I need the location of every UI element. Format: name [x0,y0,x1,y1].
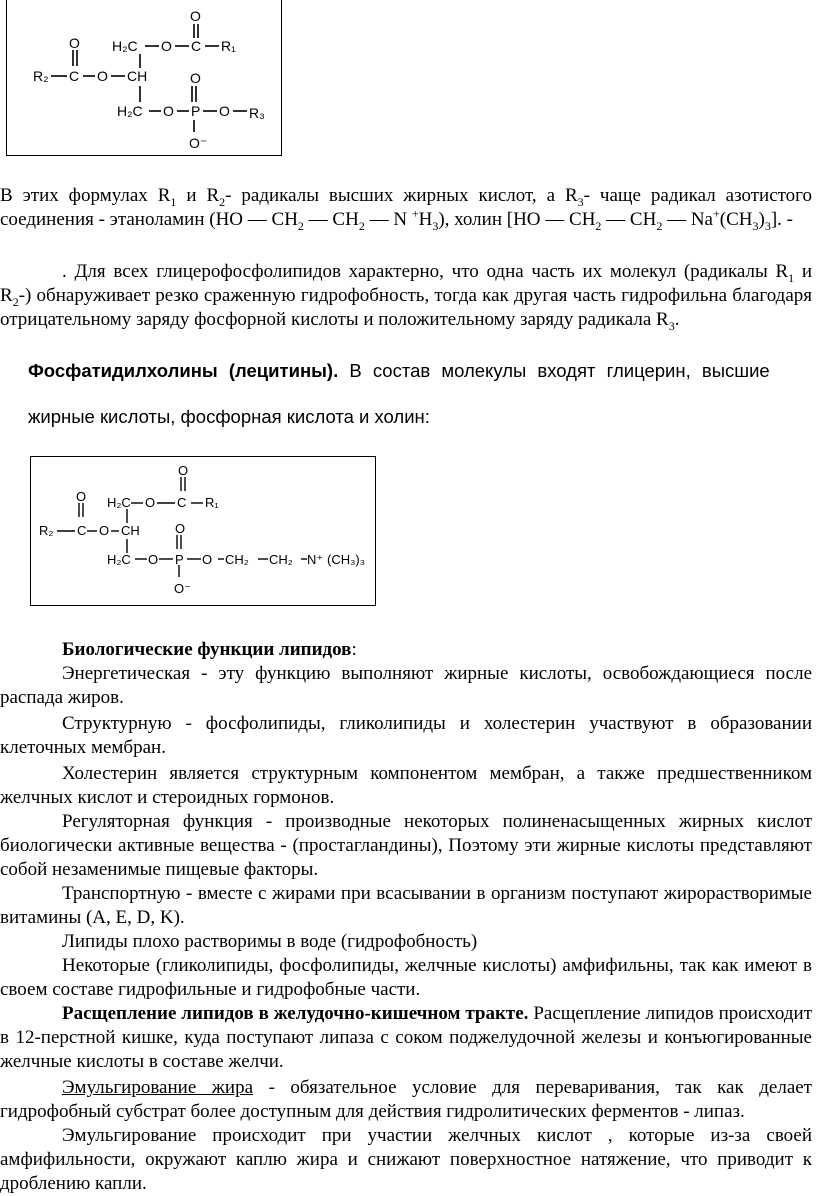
function-amphiphilic: Некоторые (гликолипиды, фосфолипиды, желчные кислоты) амфифильны, так как имеют в своем составе гидрофильные и гидрофобные части. [0,955,812,1000]
p2-sub2: 2 [12,294,19,309]
lecithin-heading: Фосфатидилхолины (лецитины). [28,360,339,381]
p1-text-c: - радикалы высших жирных кислот, а R [225,185,578,206]
f2-o-minus: O⁻ [174,581,191,596]
f1-r3: R₃ [249,105,265,121]
p1-text-g: H [418,209,433,230]
functions-heading-line [62,638,812,662]
f1-o-ester1: O [161,38,172,54]
p1-sub6: 3 [432,218,439,233]
p1-text-d: - чаще радикал азотистого соединения - этаноламин (HO — CH [0,185,812,230]
f2-h2c-bottom: H₂C [107,552,131,567]
function-energy: Энергетическая - эту функцию выполняют жирные кислоты, освобождающиеся после распада жиров. [0,663,812,708]
functions-heading: Биологические функции липидов [62,639,352,660]
f2-ch3: (CH₃)₃ [327,552,366,567]
p2-text-a: . Для всех глицерофосфолипидов характерно, что одна часть их молекул (радикалы R [62,261,789,282]
f1-o-top: O [190,8,201,24]
function-structural: Структурную - фосфолипиды, гликолипиды и холестерин участвуют в образовании клеточных мембран. [0,713,812,758]
formula-box-1 [6,0,282,156]
p1-text-l: ) [758,209,765,230]
p2-sub3: 3 [668,318,675,333]
p1-text-m: ]. - [770,209,793,230]
function-cholesterol: Холестерин является структурным компонентом мембран, а также предшественником желчных кислот и стероидных гормонов. [0,763,812,808]
p2-text-c: -) обнаруживает резко сраженную гидрофобность, тогда как другая часть гидрофильна благодаря отрицательному заряду фосфорной кислоты и положительному заряду радикала R [0,285,812,330]
digestion-paragraph [0,1002,812,1074]
lecithin-line2 [28,406,812,428]
functions-colon: : [351,639,357,660]
f2-o-left: O [76,489,87,504]
emulsification-text: - обязательное условие для переваривания, так как делает гидрофобный субстрат более доступным для действия гидролитических ферментов - липаз. [0,1077,812,1122]
p1-text-i: — CH [601,209,657,230]
f1-ch: CH [127,68,148,84]
p1-text-k: (CH [719,209,753,230]
f2-h2c-top: H₂C [107,495,131,510]
f1-o-mid: O [97,68,108,84]
p1-sup1: + [411,206,419,221]
f2-o-top: O [178,463,189,478]
digestion-text: Расщепление липидов происходит в 12-перстной кишке, куда поступают липаза с соком поджелудочной железы и конъюгированные желчные кислоты в составе желчи. [0,1003,813,1072]
f2-ch2a: CH₂ [225,552,249,567]
f1-o-bottom: O [163,103,174,119]
f1-o-left: O [69,35,80,51]
p1-sup2: + [712,206,720,221]
f2-ch2b: CH₂ [269,552,293,567]
p1-sub3: 3 [577,194,584,209]
f2-c-ester2: C [77,523,87,538]
f2-o-p-top: O [175,521,186,536]
f2-r2: R₂ [39,523,54,538]
p1-text-h: ), холин [HO — CH [438,209,596,230]
p1-text-b: и R [176,185,220,206]
p1-text-f: — N [364,209,412,230]
p1-text-j: — Na [662,209,713,230]
emulsification-paragraph [0,1076,812,1124]
f2-ch: CH [121,523,140,538]
f2-n-plus: N⁺ [307,552,324,567]
f1-r1: R₁ [221,38,236,54]
glycerophospholipid-structure-diagram [7,0,281,154]
p2-sub1: 1 [788,270,795,285]
p2-text-b: и R [0,261,812,306]
lecithin-text2: жирные кислоты, фосфорная кислота и холин: [28,406,430,427]
f1-o-minus: O⁻ [189,135,208,151]
f2-r1: R₁ [205,495,219,510]
emulsification-term: Эмульгирование жира [62,1077,254,1098]
p1-sub10: 3 [764,218,771,233]
p1-text-a: В этих формулах R [0,185,171,206]
p1-sub4: 2 [297,218,304,233]
p1-sub2: 2 [219,194,226,209]
digestion-heading: Расщепление липидов в желудочно-кишечном тракте. [62,1003,529,1024]
f1-h2c-bottom: H₂C [117,103,143,119]
p1-sub5: 2 [358,218,365,233]
function-transport: Транспортную - вместе с жирами при всасывании в организм поступают жирорастворимые витамины (A, E, D, K). [0,883,812,928]
p1-sub9: 3 [752,218,759,233]
p1-sub1: 1 [170,194,177,209]
f1-h2c-top: H₂C [112,38,138,54]
emulsification-process-paragraph: Эмульгирование происходит при участии желчных кислот , которые из-за своей амфифильности, окружают каплю жира и снижают поверхностное натяжение, что приводит к дроблению капли. [0,1125,812,1194]
p1-text-e: — CH [303,209,359,230]
function-poorly-soluble: Липиды плохо растворимы в воде (гидрофобность) [62,931,478,952]
f2-p: P [175,552,184,567]
p2-text-d: . [674,309,680,330]
phosphatidylcholine-structure-diagram [31,457,374,604]
f2-c-ester1: C [177,495,187,510]
p1-sub7: 2 [595,218,602,233]
f2-o-bottom: O [148,552,159,567]
f1-c-ester1: C [191,38,202,54]
f2-o-ester1: O [145,495,156,510]
f2-o-p-right: O [202,552,213,567]
f1-o-p-right: O [219,103,230,119]
formula-box-2 [30,456,376,606]
function-regulatory: Регуляторная функция - производные некоторых полиненасыщенных жирных кислот биологически активные вещества - (простагландины), Поэтому эти жирные кислоты представляют собой незаменимые пищевые факторы. [0,811,812,880]
lecithin-text1: В состав молекулы входят глицерин, высшие [338,360,770,381]
f1-p: P [191,103,201,119]
paragraph-formula-explanation [0,184,812,232]
f1-o-p-top: O [190,70,201,86]
paragraph-hydrophobicity [0,260,812,332]
lecithin-line1 [28,360,812,382]
f1-r2: R₂ [33,68,49,84]
p1-sub8: 2 [656,218,663,233]
f2-o-mid: O [99,523,110,538]
f1-c-ester2: C [69,68,80,84]
